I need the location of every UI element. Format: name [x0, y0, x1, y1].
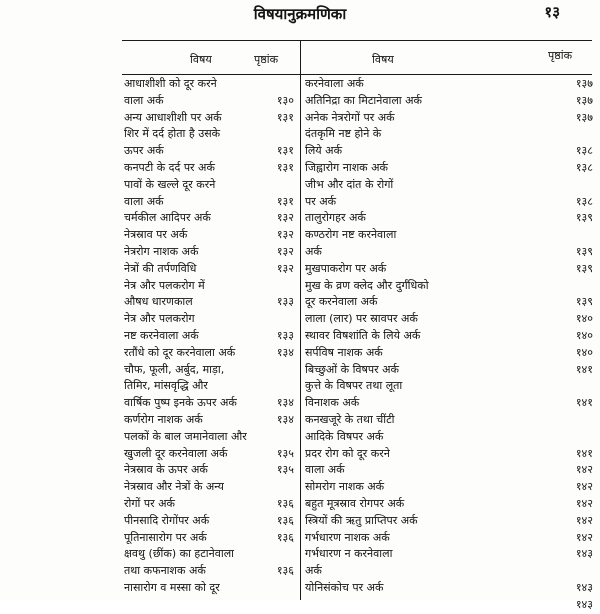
entry-page-number: १४१ — [575, 396, 593, 410]
top-rule — [122, 40, 592, 41]
index-entry — [305, 294, 595, 311]
index-entry — [305, 278, 595, 295]
column-divider — [300, 40, 301, 600]
entry-page-number: १३४ — [276, 412, 294, 426]
entry-subject: नेत्रस्राव के ऊपर अर्क — [124, 463, 208, 477]
index-entry — [124, 278, 298, 295]
entry-page-number: १३१ — [276, 194, 294, 208]
entry-page-number: १३७ — [575, 110, 593, 124]
index-entry — [305, 93, 595, 110]
entry-page-number: १३६ — [276, 530, 294, 544]
entry-subject: नष्ट करनेवाला अर्क — [124, 328, 199, 342]
entry-subject: तालुरोगहर अर्क — [305, 211, 366, 225]
entry-subject: नेत्र और पलकरोग — [124, 312, 195, 326]
entry-subject: नेत्ररोग नाशक अर्क — [124, 244, 199, 258]
entry-subject: कुत्ते के विषपर तथा लूता — [305, 379, 403, 393]
index-entry — [305, 546, 595, 563]
left-index-column — [124, 76, 298, 597]
entry-page-number: १४० — [575, 328, 593, 342]
page-number: १३ — [544, 3, 560, 21]
entry-subject: रतौंधे को दूर करनेवाला अर्क — [124, 345, 236, 359]
entry-subject: सर्पविष नाशक अर्क — [305, 345, 383, 359]
index-entry — [305, 412, 595, 429]
entry-subject: नासारोग व मस्सा को दूर — [124, 580, 220, 594]
entry-subject: आधाशीशी को दूर करने — [124, 77, 217, 90]
entry-page-number: १४१ — [575, 362, 593, 376]
index-entry — [305, 160, 595, 177]
entry-subject: गर्भधारण न करनेवाला — [305, 547, 393, 561]
entry-subject: योनिसंकोच पर अर्क — [305, 580, 384, 594]
index-entry — [305, 462, 595, 479]
entry-page-number: १३१ — [276, 110, 294, 124]
entry-subject: करनेवाला अर्क — [305, 77, 364, 90]
entry-page-number: १३८ — [575, 160, 593, 174]
entry-page-number: १३२ — [276, 244, 294, 258]
index-entry — [124, 177, 298, 194]
entry-page-number: १३१ — [276, 144, 294, 158]
entry-subject: वाला अर्क — [124, 194, 164, 208]
index-entry — [124, 446, 298, 463]
entry-subject: स्त्रियों की ऋतु प्राप्तिपर अर्क — [305, 513, 418, 527]
entry-subject: शिर में दर्द होता है उसके — [124, 127, 221, 141]
entry-page-number: १४३ — [575, 597, 593, 611]
entry-page-number: १३२ — [276, 228, 294, 242]
entry-page-number: १३५ — [276, 463, 294, 477]
entry-subject: अनेक नेत्ररोगों पर अर्क — [305, 110, 395, 124]
entry-page-number: १४१ — [575, 446, 593, 460]
index-entry — [124, 244, 298, 261]
entry-subject: पीनसादि रोगोंपर अर्क — [124, 513, 210, 527]
index-entry — [305, 429, 595, 446]
entry-subject: तथा कफनाशक अर्क — [124, 564, 206, 578]
entry-subject: जिह्वारोग नाशक अर्क — [305, 160, 388, 174]
entry-subject: पूतिनासारोग पर अर्क — [124, 530, 207, 544]
entry-page-number: १३३ — [276, 328, 294, 342]
index-entry — [124, 294, 298, 311]
entry-page-number: १३५ — [276, 446, 294, 460]
entry-page-number: १३० — [276, 93, 294, 107]
entry-page-number: १४० — [575, 312, 593, 326]
index-entry — [124, 563, 298, 580]
entry-page-number: १४२ — [575, 513, 593, 527]
index-entry — [305, 311, 595, 328]
index-entry — [305, 479, 595, 496]
entry-page-number: १३३ — [276, 295, 294, 309]
entry-page-number: १४२ — [575, 463, 593, 477]
entry-subject: दंतकृमि नष्ट होने के — [305, 127, 382, 141]
entry-page-number: १३९ — [575, 244, 593, 258]
index-entry — [305, 76, 595, 93]
index-entry — [305, 126, 595, 143]
entry-subject: जीभ और दांत के रोगों — [305, 177, 394, 191]
entry-page-number: १३६ — [276, 513, 294, 527]
entry-subject: विनाशक अर्क — [305, 396, 360, 410]
index-entry — [124, 462, 298, 479]
index-entry — [305, 446, 595, 463]
index-entry — [124, 429, 298, 446]
entry-subject: लिये अर्क — [305, 144, 343, 158]
entry-subject: कनपटी के दर्द पर अर्क — [124, 160, 215, 174]
entry-subject: वार्षिक पुष्प इनके ऊपर अर्क — [124, 396, 237, 410]
entry-subject: चौफ, फूली, अर्बुद, माड़ा, — [124, 362, 225, 376]
entry-page-number: १४२ — [575, 496, 593, 510]
index-entry — [305, 143, 595, 160]
entry-subject: बिच्छुओं के विषपर अर्क — [305, 362, 399, 376]
entry-subject: अन्य आधाशीशी पर अर्क — [124, 110, 222, 124]
index-entry — [305, 378, 595, 395]
index-entry — [124, 311, 298, 328]
entry-page-number: १४२ — [575, 480, 593, 494]
entry-subject: क्षवथु (छींक) का हटानेवाला — [124, 547, 235, 561]
index-entry — [124, 93, 298, 110]
right-page-header: पृष्ठांक — [548, 49, 573, 62]
entry-subject: सोमरोग नाशक अर्क — [305, 480, 385, 494]
entry-page-number: १३४ — [276, 345, 294, 359]
entry-subject: प्रदर रोग को दूर करने — [305, 446, 390, 460]
right-subject-header: विषय — [372, 53, 394, 66]
entry-subject: दूर करनेवाला अर्क — [305, 295, 378, 309]
index-entry — [124, 126, 298, 143]
entry-subject: अर्क — [305, 564, 322, 578]
index-entry — [124, 496, 298, 513]
entry-subject: ऊपर अर्क — [124, 144, 164, 158]
entry-subject: स्थावर विषशांति के लिये अर्क — [305, 328, 421, 342]
index-entry — [305, 244, 595, 261]
entry-page-number: १३४ — [276, 396, 294, 410]
index-entry — [124, 378, 298, 395]
entry-subject: मुखपाकरोग पर अर्क — [305, 261, 387, 275]
entry-subject: मुख के व्रण क्लेद और दुर्गंधिको — [305, 278, 429, 292]
entry-page-number: १३८ — [575, 194, 593, 208]
entry-subject: रोगों पर अर्क — [124, 496, 175, 510]
entry-page-number: १३९ — [575, 295, 593, 309]
index-entry — [124, 513, 298, 530]
entry-page-number: १३९ — [575, 211, 593, 225]
entry-page-number: १३७ — [575, 77, 593, 90]
entry-subject: वाला अर्क — [305, 463, 345, 477]
header-rule — [122, 74, 592, 75]
entry-page-number: १३९ — [575, 261, 593, 275]
index-entry — [124, 530, 298, 547]
index-entry — [124, 362, 298, 379]
entry-page-number: १३२ — [276, 261, 294, 275]
index-entry — [305, 513, 595, 530]
entry-subject: नेत्रस्राव पर अर्क — [124, 228, 188, 242]
entry-subject: अर्क — [305, 244, 322, 258]
index-entry — [124, 395, 298, 412]
entry-page-number: १४० — [575, 345, 593, 359]
index-entry — [124, 412, 298, 429]
index-entry — [305, 210, 595, 227]
index-entry — [124, 580, 298, 597]
entry-subject: गर्भधारण नाशक अर्क — [305, 530, 390, 544]
entry-page-number: १३२ — [276, 211, 294, 225]
index-entry — [124, 210, 298, 227]
entry-page-number: १३६ — [276, 564, 294, 578]
index-entry — [305, 580, 595, 597]
index-entry — [305, 395, 595, 412]
index-entry — [124, 328, 298, 345]
index-entry — [124, 261, 298, 278]
left-page-header: पृष्ठांक — [254, 53, 279, 66]
entry-subject: आदिके विषपर अर्क — [305, 429, 384, 443]
entry-page-number: १४२ — [575, 530, 593, 544]
entry-page-number: १३१ — [276, 160, 294, 174]
entry-subject: कण्ठरोग नष्ट करनेवाला — [305, 228, 397, 242]
entry-subject: नेत्रस्राव और नेत्रों के अन्य — [124, 480, 224, 494]
entry-subject: कनखजूरे के तथा चींटी — [305, 412, 395, 426]
index-entry — [305, 345, 595, 362]
index-entry — [305, 530, 595, 547]
entry-subject: बहुत मूत्रस्राव रोगपर अर्क — [305, 496, 405, 510]
index-entry — [124, 546, 298, 563]
entry-subject: कर्णरोग नाशक अर्क — [124, 412, 203, 426]
index-entry — [124, 110, 298, 127]
index-entry — [124, 479, 298, 496]
index-entry — [305, 227, 595, 244]
entry-subject: खुजली दूर करनेवाला अर्क — [124, 446, 228, 460]
index-entry — [124, 227, 298, 244]
entry-subject: पर अर्क — [305, 194, 337, 208]
index-entry — [305, 597, 595, 614]
index-entry — [305, 362, 595, 379]
entry-subject: वाला अर्क — [124, 93, 164, 107]
entry-subject: तिमिर, मांसवृद्धि और — [124, 379, 208, 393]
index-entry — [124, 160, 298, 177]
entry-subject: नेत्र और पलकरोग में — [124, 278, 205, 292]
entry-page-number: १४३ — [575, 580, 593, 594]
index-entry — [305, 496, 595, 513]
entry-subject: औषध धारणकाल — [124, 295, 193, 309]
index-entry — [305, 194, 595, 211]
index-entry — [305, 177, 595, 194]
left-subject-header: विषय — [190, 53, 212, 66]
index-entry — [124, 194, 298, 211]
index-entry — [305, 261, 595, 278]
index-entry — [124, 345, 298, 362]
entry-page-number: १३८ — [575, 144, 593, 158]
entry-page-number: १४३ — [575, 547, 593, 561]
entry-subject: अतिनिद्रा का मिटानेवाला अर्क — [305, 93, 423, 107]
right-index-column — [305, 76, 595, 614]
entry-subject: चर्मकील आदिपर अर्क — [124, 211, 211, 225]
index-entry — [305, 110, 595, 127]
index-entry — [124, 143, 298, 160]
entry-page-number: १३७ — [575, 93, 593, 107]
index-entry — [305, 328, 595, 345]
entry-subject: पलकों के बाल जमानेवाला और — [124, 429, 247, 443]
entry-subject: लाला (लार) पर स्रावपर अर्क — [305, 312, 418, 326]
page-title: विषयानुक्रमणिका — [253, 5, 347, 23]
entry-page-number: १३६ — [276, 496, 294, 510]
entry-subject: पावों के खल्ले दूर करने — [124, 177, 216, 191]
index-entry — [124, 76, 298, 93]
index-entry — [305, 563, 595, 580]
entry-subject: नेत्रों की तर्पणविधि — [124, 261, 197, 275]
